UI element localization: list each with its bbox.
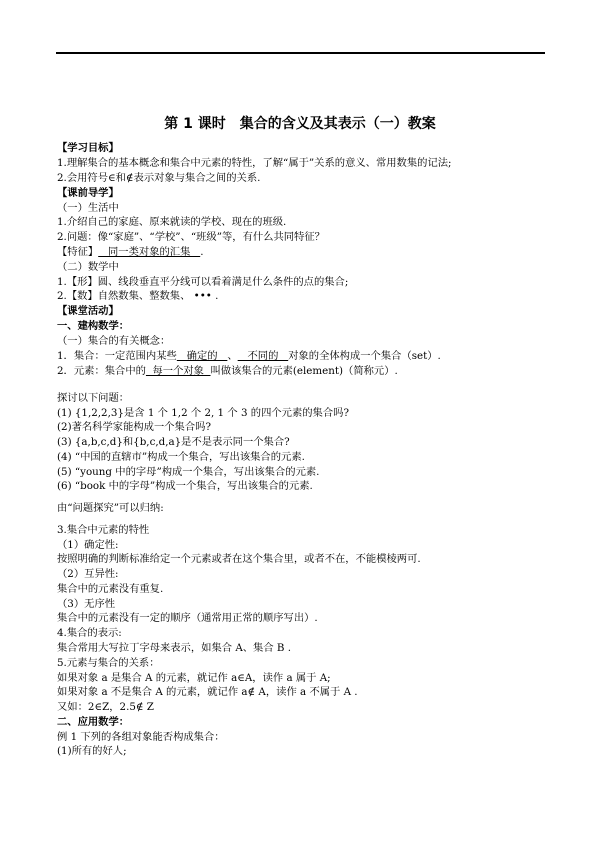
explore-item: (3) {a,b,c,d}和{b,c,d,a}是不是表示同一个集合? <box>57 436 290 448</box>
goals-item: 1.理解集合的基本概念和集合中元素的特性，了解“属于”关系的意义、常用数集的记法; <box>57 157 452 169</box>
goals-heading: 【学习目标】 <box>57 142 119 154</box>
repr-text: 集合常用大写拉丁字母来表示，如集合 A、集合 B . <box>57 642 292 654</box>
math-item: 2.【数】自然数集、整数集、 ••• . <box>57 290 219 302</box>
rel-item: 如果对象 a 不是集合 A 的元素，就记作 a∉ A，读作 a 不属于 A . <box>57 686 358 698</box>
explore-heading: 探讨以下问题： <box>57 392 130 404</box>
rel-item: 又如：2∈Z，2.5∉ Z <box>57 701 154 713</box>
math-heading: （二）数学中 <box>57 261 119 273</box>
feature-line <box>57 246 203 259</box>
life-item: 2.问题：像“家庭”、“学校”、“班级”等，有什么共同特征？ <box>57 231 325 243</box>
rel-heading: 5.元素与集合的关系： <box>57 657 160 669</box>
app-heading: 二、应用数学： <box>57 716 130 728</box>
example-heading: 例 1 下列的各组对象能否构成集合： <box>57 731 225 743</box>
prop-text: 集合中的元素没有重复. <box>57 583 164 595</box>
explore-item: (1) {1,2,2,3}是含 1 个 1,2 个 2, 1 个 3 的四个元素的集合吗? <box>57 407 349 419</box>
build-heading: 一、建构数学： <box>57 320 130 332</box>
concept-blank: 每一个对象 <box>145 365 211 377</box>
class-heading: 【课堂活动】 <box>57 305 119 317</box>
concept-text: 、 <box>227 350 238 362</box>
feature-blank: 同一类对象的汇集 <box>98 246 201 258</box>
prop-heading: 3.集合中元素的特性 <box>57 524 150 536</box>
rel-item: 如果对象 a 是集合 A 的元素，就记作 a∈A，读作 a 属于 A; <box>57 672 331 684</box>
page-title: 第 1 课时 集合的含义及其表示（一）教案 <box>164 116 436 132</box>
explore-item: (4) “中国的直辖市”构成一个集合，写出该集合的元素. <box>57 451 305 463</box>
explore-item: (6) “book 中的字母”构成一个集合，写出该集合的元素. <box>57 480 313 492</box>
math-item: 1.【形】圆、线段垂直平分线可以看着满足什么条件的点的集合; <box>57 276 349 288</box>
repr-heading: 4.集合的表示: <box>57 627 122 639</box>
concept-blank: 不同的 <box>237 350 289 362</box>
life-item: 1.介绍自己的家庭、原来就读的学校、现在的班级. <box>57 216 287 228</box>
concept-heading: （一）集合的有关概念： <box>57 335 171 347</box>
prop-subheading: （1）确定性: <box>57 539 119 551</box>
concept-item <box>57 350 441 363</box>
concept-text: 叫做该集合的元素(element)（简称元）. <box>210 365 398 377</box>
concept-item <box>57 365 398 378</box>
pre-heading: 【课前导学】 <box>57 187 119 199</box>
feature-end: . <box>200 246 204 258</box>
prop-text: 集合中的元素没有一定的顺序（通常用正常的顺序写出）. <box>57 612 318 624</box>
concept-text: 2．元素：集合中的 <box>57 365 146 377</box>
prop-subheading: （3）无序性 <box>57 598 116 610</box>
feature-label: 【特征】 <box>57 246 99 258</box>
prop-text: 按照明确的判断标准给定一个元素或者在这个集合里，或者不在，不能模棱两可. <box>57 553 421 565</box>
prop-subheading: （2）互异性: <box>57 568 119 580</box>
explore-item: (2)著名科学家能构成一个集合吗? <box>57 421 211 433</box>
summary-line: 由“问题探究”可以归纳: <box>57 502 164 514</box>
goals-item: 2.会用符号∈和∉表示对象与集合之间的关系. <box>57 172 261 184</box>
example-item: (1)所有的好人; <box>57 745 127 757</box>
concept-text: 对象的全体构成一个集合（set）. <box>288 350 441 362</box>
concept-blank: 确定的 <box>176 350 228 362</box>
life-heading: （一）生活中 <box>57 202 119 214</box>
header-rule <box>56 52 545 54</box>
concept-text: 1．集合：一定范围内某些 <box>57 350 177 362</box>
explore-item: (5) “young 中的字母”构成一个集合，写出该集合的元素. <box>57 466 320 478</box>
